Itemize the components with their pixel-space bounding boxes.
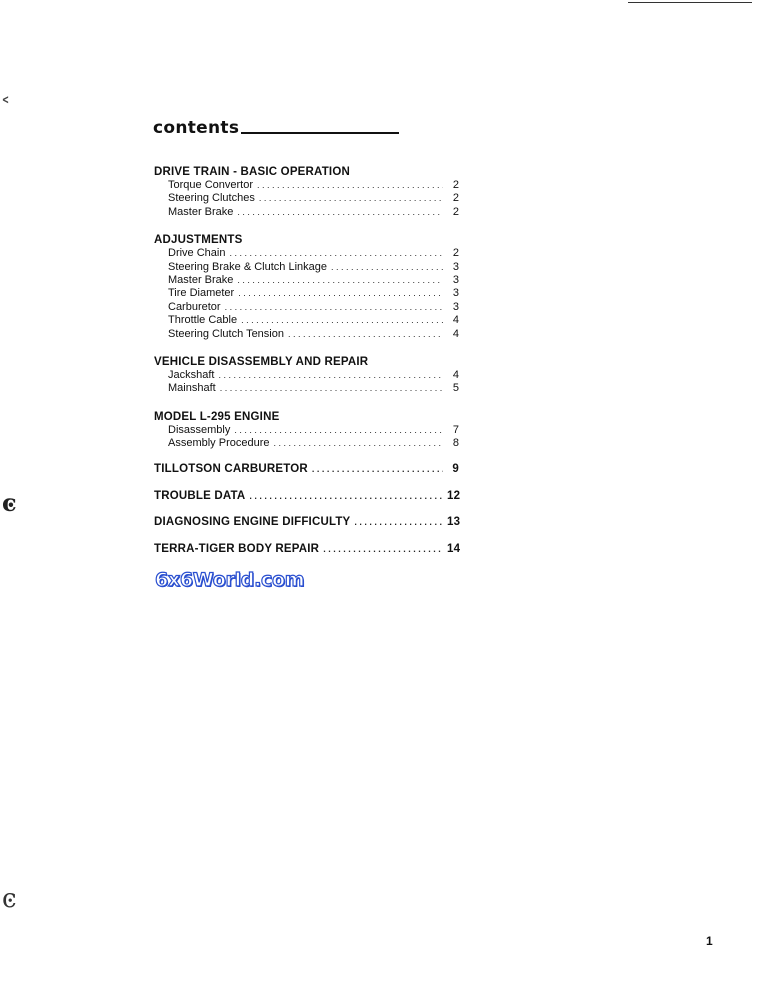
entry-page: 4 (452, 314, 459, 327)
scan-edge-line (628, 2, 752, 3)
entry-page: 2 (452, 178, 459, 191)
heading-underline (241, 132, 399, 134)
dot-leader (274, 437, 444, 450)
dot-leader (249, 490, 443, 503)
entry-label: TROUBLE DATA (154, 489, 246, 502)
entry-page: 13 (447, 516, 461, 529)
entry-page: 4 (452, 327, 459, 340)
toc-entry (154, 301, 459, 314)
toc-section-engine (154, 410, 459, 451)
entry-label: Steering Clutches (168, 192, 255, 205)
entry-label: Tire Diameter (168, 287, 235, 300)
toc-entry (154, 247, 459, 260)
toc-section-vehicle-disassembly (154, 355, 459, 396)
entry-page: 14 (447, 542, 461, 555)
entry-label: Assembly Procedure (168, 437, 270, 450)
scan-mark-bottom: ͼ (2, 884, 17, 914)
section-title: VEHICLE DISASSEMBLY AND REPAIR (154, 355, 369, 368)
section-title: DRIVE TRAIN - BASIC OPERATION (154, 166, 350, 178)
toc-entry (154, 179, 459, 192)
entry-page: 3 (452, 273, 459, 286)
toc-entry (154, 382, 459, 395)
entry-label: TILLOTSON CARBURETOR (154, 463, 308, 476)
scan-mark-mid: ͼ (2, 488, 17, 517)
dot-leader (234, 424, 443, 437)
entry-page: 3 (452, 260, 459, 273)
entry-label: Carburetor (168, 300, 221, 313)
entry-page: 2 (452, 205, 459, 218)
entry-label: Mainshaft (168, 382, 216, 395)
dot-leader (241, 314, 443, 327)
entry-label: Throttle Cable (168, 314, 238, 327)
entry-page: 9 (452, 463, 459, 476)
toc-entry (154, 192, 459, 205)
section-title: MODEL L-295 ENGINE (154, 410, 280, 423)
dot-leader (354, 516, 443, 529)
dot-leader (237, 206, 443, 219)
dot-leader (257, 179, 443, 192)
toc-entry (154, 437, 459, 450)
contents-heading (153, 118, 399, 138)
entry-label: Torque Convertor (168, 178, 253, 191)
entry-label: TERRA-TIGER BODY REPAIR (154, 542, 320, 555)
entry-page: 7 (452, 423, 459, 436)
entry-page: 5 (452, 382, 459, 395)
entry-page: 3 (452, 287, 459, 300)
entry-label: Steering Clutch Tension (168, 327, 284, 340)
dot-leader (220, 382, 443, 395)
entry-page: 2 (452, 192, 459, 205)
dot-leader (312, 463, 443, 476)
entry-page: 3 (452, 300, 459, 313)
dot-leader (238, 287, 443, 300)
entry-label: Drive Chain (168, 247, 226, 260)
entry-label: Disassembly (168, 423, 231, 436)
dot-leader (259, 192, 443, 205)
entry-page: 4 (452, 368, 459, 381)
toc-entry (154, 287, 459, 300)
dot-leader (225, 301, 443, 314)
toc-entry (154, 206, 459, 219)
toc-top-entry (154, 490, 459, 503)
toc-top-entry (154, 516, 459, 529)
entry-label: Master Brake (168, 273, 234, 286)
toc-top-entry (154, 543, 459, 556)
contents-title: contents (153, 118, 240, 138)
scan-mark-top: ˂ (0, 96, 11, 121)
entry-label: DIAGNOSING ENGINE DIFFICULTY (154, 516, 351, 529)
toc-entry (154, 274, 459, 287)
entry-page: 2 (452, 247, 459, 260)
entry-label: Jackshaft (168, 368, 215, 381)
table-of-contents (154, 165, 459, 556)
section-title: ADJUSTMENTS (154, 234, 243, 247)
toc-section-adjustments (154, 233, 459, 341)
toc-top-entry (154, 463, 459, 476)
entry-page: 12 (447, 489, 461, 502)
dot-leader (218, 369, 443, 382)
dot-leader (229, 247, 443, 260)
page-number: 1 (706, 934, 713, 948)
dot-leader (288, 328, 443, 341)
toc-section-drive-train (154, 165, 459, 219)
toc-entry (154, 369, 459, 382)
watermark-logo: 6x6World.com (155, 569, 305, 591)
dot-leader (331, 261, 443, 274)
toc-entry (154, 261, 459, 274)
entry-label: Steering Brake & Clutch Linkage (168, 260, 327, 273)
dot-leader (237, 274, 443, 287)
toc-entry (154, 328, 459, 341)
entry-label: Master Brake (168, 205, 234, 218)
entry-page: 8 (452, 437, 459, 450)
toc-entry (154, 424, 459, 437)
dot-leader (323, 543, 443, 556)
toc-entry (154, 314, 459, 327)
